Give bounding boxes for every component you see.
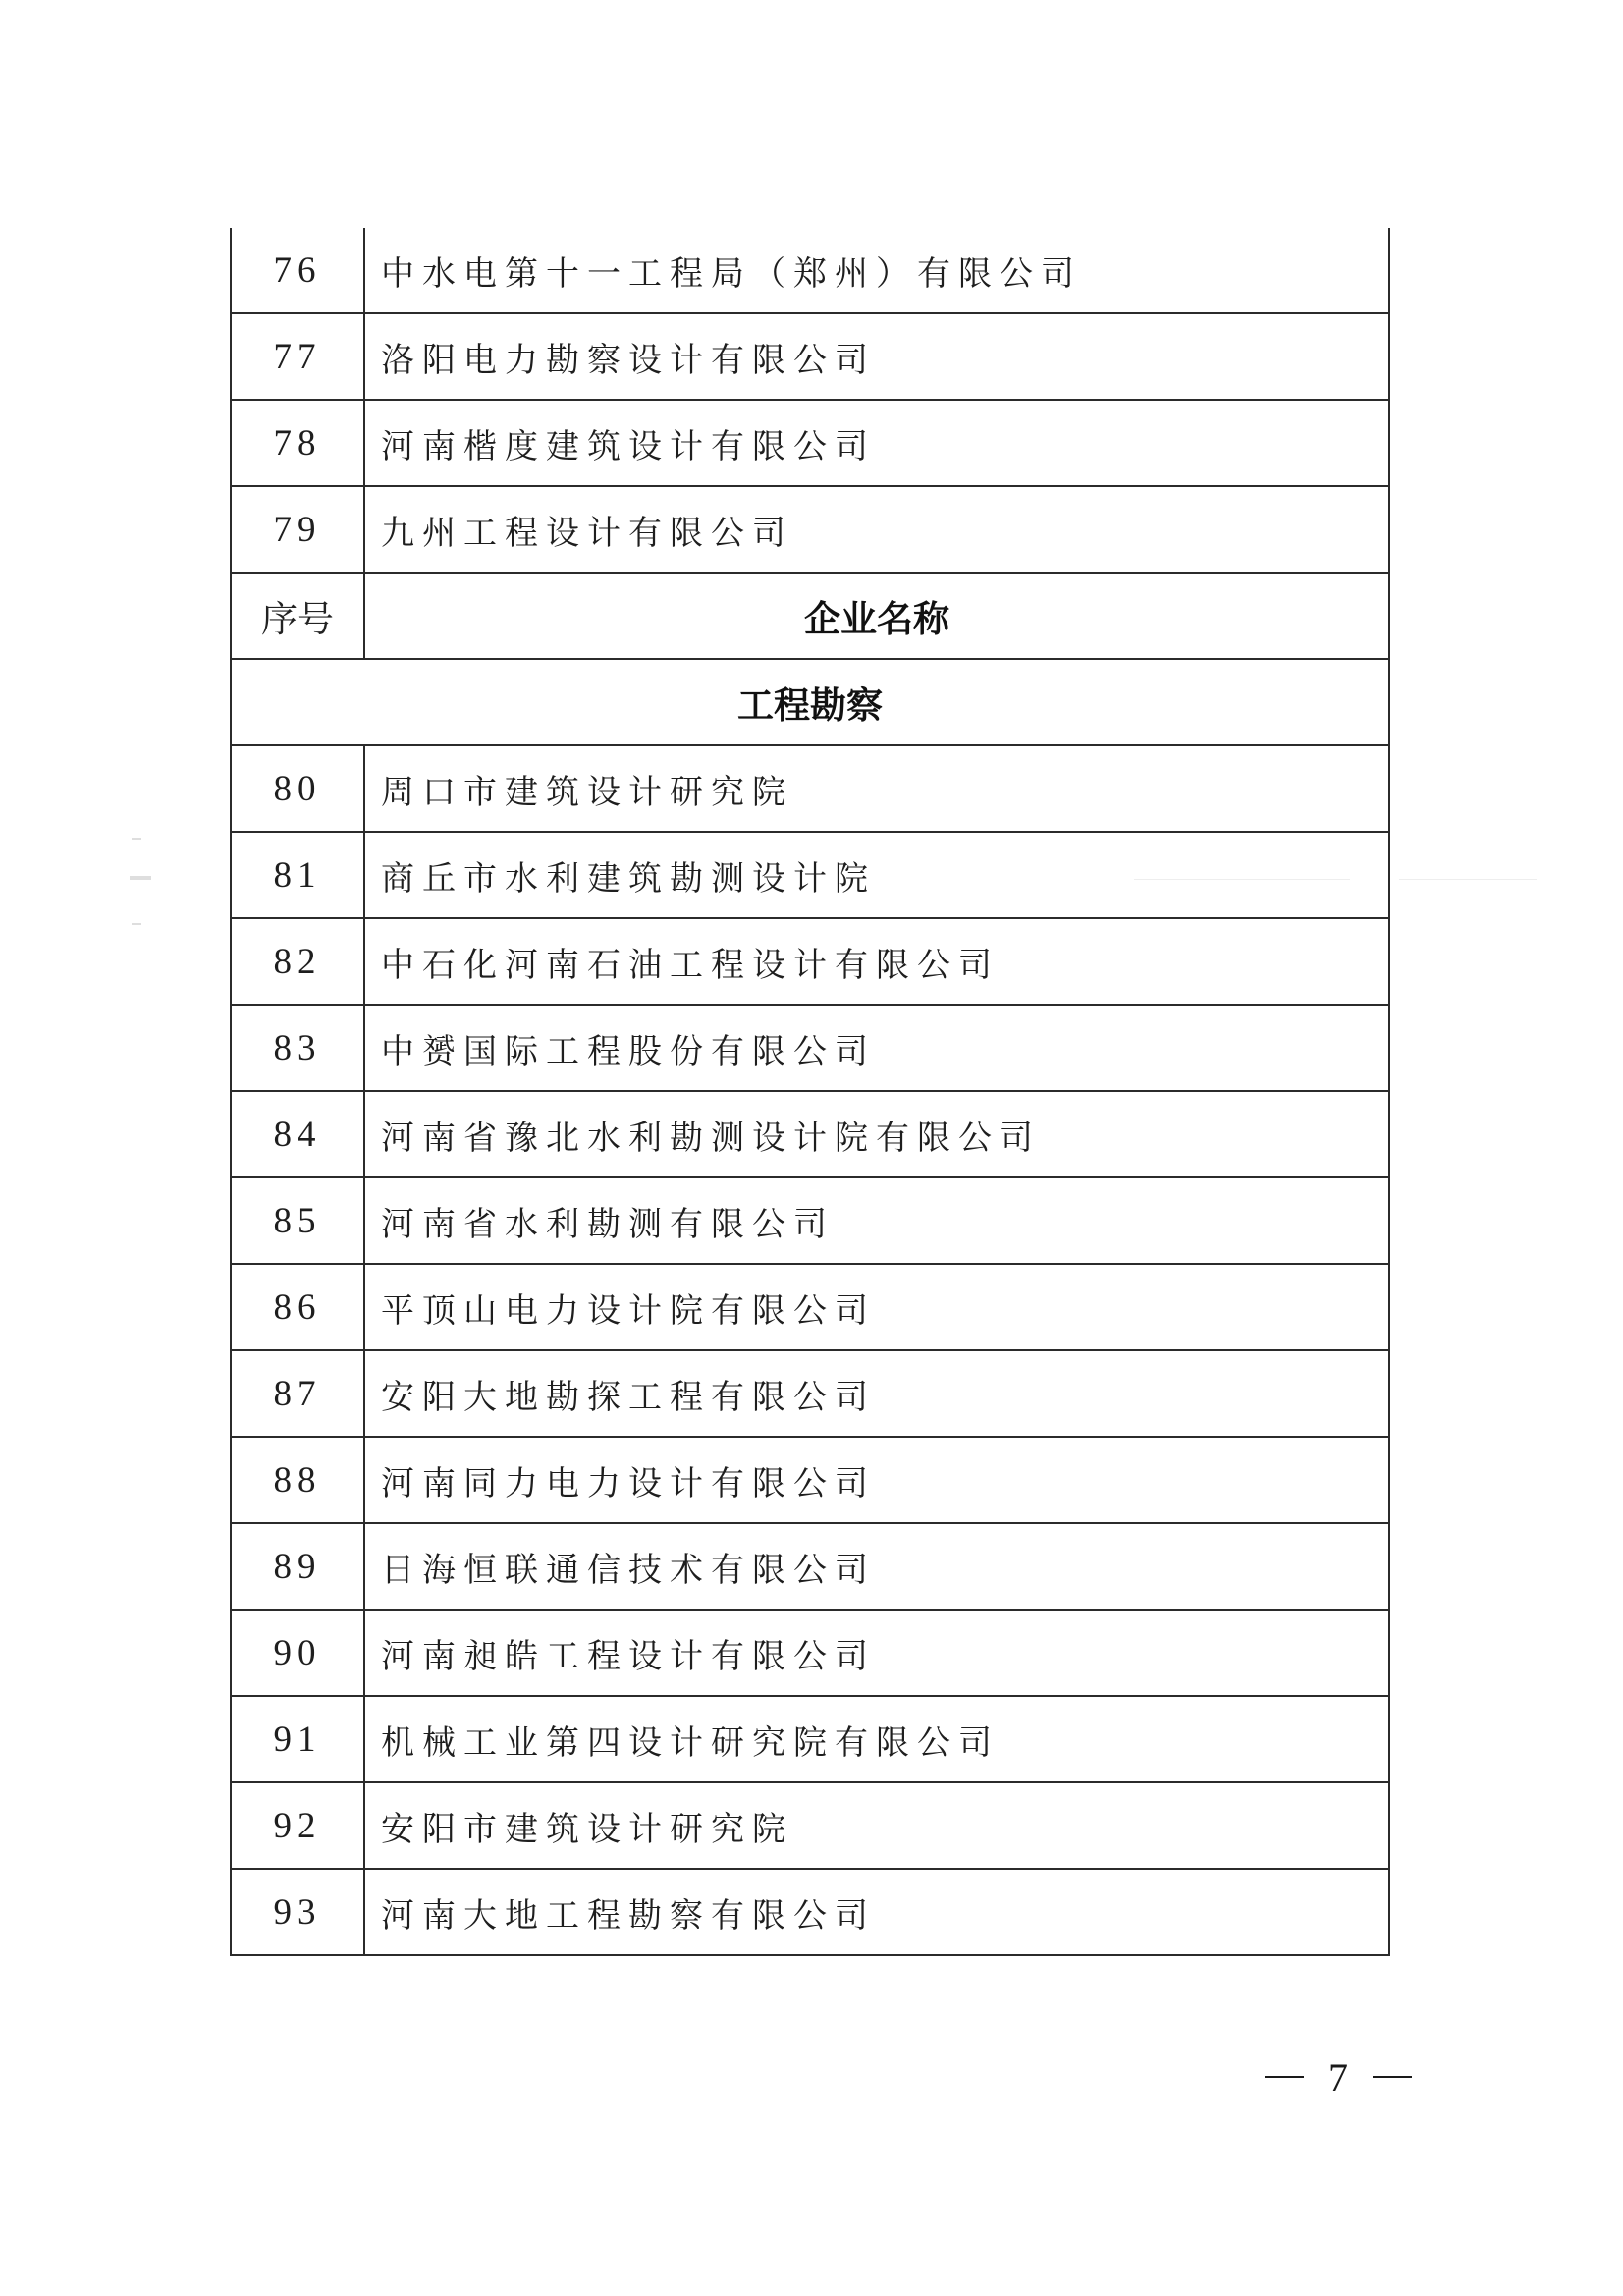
- table-header-row: [231, 573, 1389, 659]
- row-number: 93: [231, 1869, 364, 1955]
- table-row: [231, 313, 1389, 400]
- row-number: 84: [231, 1091, 364, 1177]
- company-name: 河南大地工程勘察有限公司: [364, 1869, 1389, 1955]
- scan-artifact: [1399, 879, 1537, 880]
- section-title: 工程勘察: [231, 659, 1389, 745]
- row-number: 80: [231, 745, 364, 832]
- row-number: 81: [231, 832, 364, 918]
- table-row: [231, 1437, 1389, 1523]
- scan-artifact: [132, 838, 141, 840]
- row-number: 86: [231, 1264, 364, 1350]
- company-list-table: [230, 228, 1390, 1956]
- table-row: [231, 1177, 1389, 1264]
- table-row: [231, 1523, 1389, 1610]
- table-row: [231, 228, 1389, 313]
- table-row: [231, 1091, 1389, 1177]
- company-name: 九州工程设计有限公司: [364, 486, 1389, 573]
- table-row: [231, 1264, 1389, 1350]
- table-row: [231, 400, 1389, 486]
- company-name: 河南省豫北水利勘测设计院有限公司: [364, 1091, 1389, 1177]
- page-number-value: 7: [1328, 2054, 1348, 2100]
- table-row: [231, 1610, 1389, 1696]
- company-name: 安阳市建筑设计研究院: [364, 1782, 1389, 1869]
- page-number-dash-right: [1373, 2076, 1412, 2078]
- company-name: 平顶山电力设计院有限公司: [364, 1264, 1389, 1350]
- page-number: [1265, 2054, 1412, 2100]
- row-number: 85: [231, 1177, 364, 1264]
- company-name: 河南楷度建筑设计有限公司: [364, 400, 1389, 486]
- row-number: 89: [231, 1523, 364, 1610]
- section-title-row: [231, 659, 1389, 745]
- scan-artifact: [132, 923, 141, 925]
- company-name: 中石化河南石油工程设计有限公司: [364, 918, 1389, 1005]
- company-name: 商丘市水利建筑勘测设计院: [364, 832, 1389, 918]
- table-row: [231, 1696, 1389, 1782]
- company-name: 河南省水利勘测有限公司: [364, 1177, 1389, 1264]
- table-row: [231, 832, 1389, 918]
- row-number: 92: [231, 1782, 364, 1869]
- page-number-dash-left: [1265, 2076, 1304, 2078]
- table-row: [231, 1350, 1389, 1437]
- table-row: [231, 1782, 1389, 1869]
- company-name: 洛阳电力勘察设计有限公司: [364, 313, 1389, 400]
- company-name: 中水电第十一工程局（郑州）有限公司: [364, 228, 1389, 313]
- table-row: [231, 918, 1389, 1005]
- scan-artifact: [130, 876, 151, 880]
- row-number: 79: [231, 486, 364, 573]
- company-name: 日海恒联通信技术有限公司: [364, 1523, 1389, 1610]
- table-row: [231, 1005, 1389, 1091]
- row-number: 88: [231, 1437, 364, 1523]
- row-number: 83: [231, 1005, 364, 1091]
- company-name: 河南同力电力设计有限公司: [364, 1437, 1389, 1523]
- company-name: 河南昶皓工程设计有限公司: [364, 1610, 1389, 1696]
- company-name: 中赟国际工程股份有限公司: [364, 1005, 1389, 1091]
- table-row: [231, 1869, 1389, 1955]
- row-number: 87: [231, 1350, 364, 1437]
- header-number-label: 序号: [231, 573, 364, 659]
- company-name: 机械工业第四设计研究院有限公司: [364, 1696, 1389, 1782]
- row-number: 90: [231, 1610, 364, 1696]
- row-number: 77: [231, 313, 364, 400]
- table-row: [231, 745, 1389, 832]
- company-name: 安阳大地勘探工程有限公司: [364, 1350, 1389, 1437]
- table-row: [231, 486, 1389, 573]
- company-name: 周口市建筑设计研究院: [364, 745, 1389, 832]
- header-company-name-label: 企业名称: [364, 573, 1389, 659]
- row-number: 82: [231, 918, 364, 1005]
- row-number: 78: [231, 400, 364, 486]
- row-number: 91: [231, 1696, 364, 1782]
- row-number: 76: [231, 228, 364, 313]
